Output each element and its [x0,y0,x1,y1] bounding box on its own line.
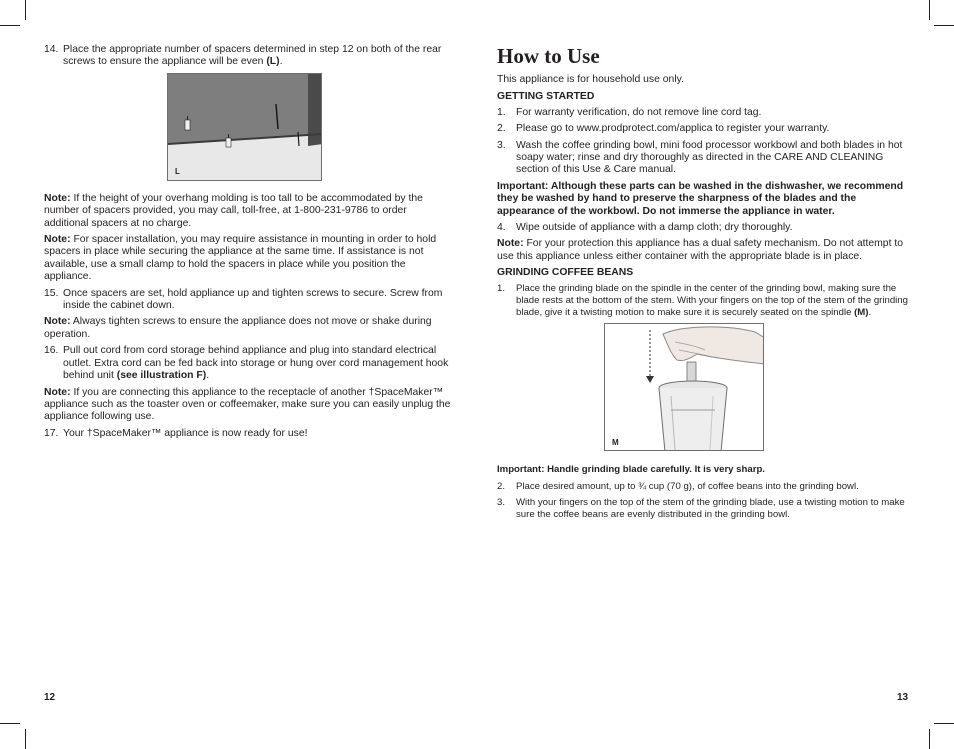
note-text: Always tighten screws to ensure the appliance does not move or shake during operation. [44,316,432,340]
step-number: 2. [497,123,506,135]
step-end: . [206,370,210,382]
important-notice: Important: Although these parts can be washed in the dishwasher, we recommend they be washed by hand to preserve the sharpness of the blades and the appearance of the workbowl. Do not immerse the appliance in water. [497,180,904,217]
step-text: Your †SpaceMaker™ appliance is now ready for use! [63,427,308,439]
step-end: . [279,56,283,68]
step-text: Place the grinding blade on the spindle in the center of the grinding bowl, making sure the blade rests at the bottom of the stem. With your fingers on the top of the stem of the grinding blade, give it a twisting motion to make sure it is securely seated on the spindle [516,282,908,319]
figure-l-illustration [167,73,322,181]
step-text: Please go to www.prodprotect.com/applica to register your warranty. [516,123,830,135]
figure-label: M [612,438,619,448]
note-paragraph [44,193,454,230]
step-text: With your fingers on the top of the stem of the grinding blade, use a twisting motion to make sure the coffee beans are evenly distributed in the grinding bowl. [516,496,905,520]
figure-label: L [175,166,180,176]
step-14 [44,44,454,69]
crop-mark [0,25,20,26]
getting-started-item-4 [497,222,909,234]
step-17 [44,428,454,440]
crop-mark [0,723,20,724]
note-lead: Note: [44,234,71,246]
right-page [497,44,909,525]
step-text: Pull out cord from cord storage behind appliance and plug into standard electrical outlet. Extra cord can be fed back into storage or hung over cord management hook behind unit [63,345,449,382]
step-number: 16. [44,345,59,357]
step-text: Once spacers are set, hold appliance up and tighten screws to secure. Screw from inside the cabinet down. [63,287,443,312]
figure-reference: (M) [854,307,869,319]
figure-m-illustration [604,323,764,451]
note-text: For your protection this appliance has a dual safety mechanism. Do not attempt to use this appliance unless either container with the appropriate blade is in place. [497,238,904,262]
step-15 [44,288,454,313]
figure-reference: (L) [266,56,280,68]
step-text: Wipe outside of appliance with a damp cloth; dry thoroughly. [516,222,793,234]
note-text: For spacer installation, you may require assistance in mounting in order to hold spacers in place while securing the appliance at the same time. If assistance is not available, use a small clamp to hold the spacers in place while you position the appliance. [44,234,437,283]
note-paragraph [497,238,909,263]
note-text: If the height of your overhang molding is too tall to be accommodated by the number of spacers provided, you may call, toll-free, at 1-800-231-9786 to order additional spacers at no charge. [44,192,423,229]
step-number: 4. [497,222,506,234]
page-title: How to Use [497,44,600,68]
step-text: Wash the coffee grinding bowl, mini food processor workbowl and both blades in hot soapy water; rinse and dry thoroughly as directed in the CARE AND CLEANING section of this Use & Care manual. [516,139,903,176]
note-lead: Note: [497,238,524,250]
getting-started-item-2 [497,123,909,135]
note-text: If you are connecting this appliance to the receptacle of another †SpaceMaker™ appliance such as the toaster oven or coffeemaker, make sure you can easily unplug the appliance following use. [44,386,451,423]
crop-mark [934,25,954,26]
step-number: 2. [497,480,506,492]
step-number: 3. [497,496,506,508]
cabinet-illustration [168,74,322,181]
step-text: For warranty verification, do not remove line cord tag. [516,106,762,118]
step-16 [44,345,454,382]
step-number: 3. [497,139,506,151]
grinding-blade-illustration [605,324,764,451]
step-text: Place desired amount, up to ¾ cup (70 g), of coffee beans into the grinding bowl. [516,480,859,492]
note-lead: Note: [44,316,71,328]
note-lead: Note: [44,192,71,204]
getting-started-item-1 [497,107,909,119]
step-number: 14. [44,44,59,55]
step-end: . [868,307,872,319]
note-paragraph [44,316,454,341]
section-heading-getting-started: GETTING STARTED [497,91,595,103]
grinding-step-3 [497,497,909,521]
page-number-left: 12 [44,692,56,703]
note-paragraph [44,234,454,284]
intro-text: This appliance is for household use only. [497,74,684,85]
page-number-right: 13 [897,692,909,703]
crop-mark [929,729,930,749]
note-lead: Note: [44,386,71,398]
grinding-step-2 [497,481,909,493]
step-text: Place the appropriate number of spacers determined in step 12 on both of the rear screws to ensure the appliance will be even [63,44,442,68]
grinding-step-1 [497,283,909,320]
crop-mark [934,723,954,724]
crop-mark [25,0,26,20]
illustration-reference: (see illustration F) [116,370,207,382]
step-number: 15. [44,287,59,299]
section-heading-grinding: GRINDING COFFEE BEANS [497,267,634,279]
important-notice: Important: Handle grinding blade carefully. It is very sharp. [497,464,765,476]
step-number: 1. [497,282,506,294]
step-number: 1. [497,106,506,118]
note-paragraph [44,387,454,424]
step-number: 17. [44,427,59,439]
left-page [44,44,454,444]
crop-mark [25,729,26,749]
getting-started-item-3 [497,140,909,177]
crop-mark [929,0,930,20]
